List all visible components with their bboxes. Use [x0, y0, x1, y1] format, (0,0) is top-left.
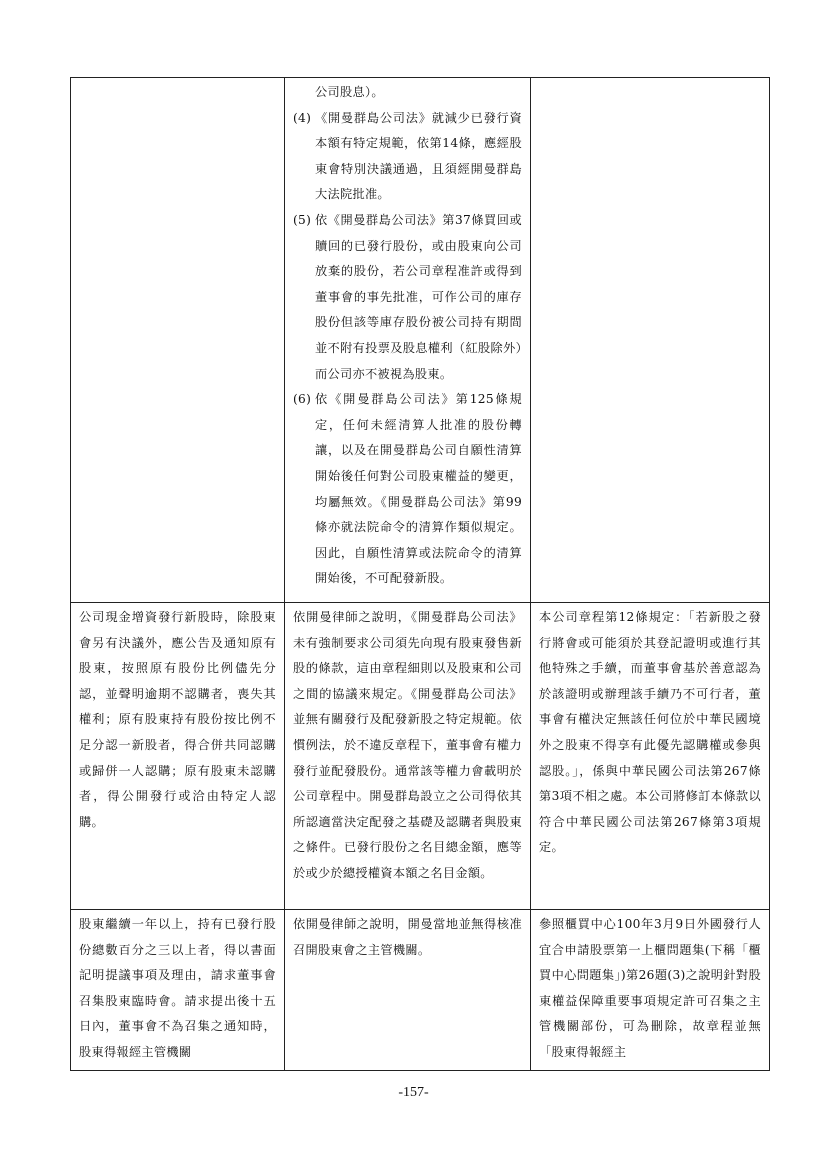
row1-col2-cell	[285, 78, 531, 603]
comparison-table	[70, 77, 770, 1071]
row3-col2-text: 依開曼律師之說明，開曼當地並無得核准召開股東會之主管機關。	[293, 917, 522, 957]
row1-col2-lead: 公司股息）。	[315, 85, 384, 99]
item-number: (4)	[293, 110, 312, 125]
row2-col3-cell	[531, 603, 770, 910]
list-item	[293, 106, 522, 208]
row2-col2-cell	[285, 603, 531, 910]
row3-col3-cell	[531, 910, 770, 1071]
table-row	[71, 603, 770, 910]
table-row	[71, 910, 770, 1071]
row3-col3-text: 參照櫃買中心100年3月9日外國發行人宜合申請股票第一上櫃問題集(下稱「櫃買中心問題集」)第26題(3)之說明針對股東權益保障重要事項規定許可召集之主管機關部份，可為刪除，故章程並無「股東得報經主	[539, 917, 761, 1059]
item-number: (6)	[293, 392, 312, 407]
item-text: 《開曼群島公司法》就減少已發行資本額有特定規範，依第14條，應經股東會特別決議通過，且須經開曼群島大法院批准。	[315, 110, 522, 202]
item-number: (5)	[293, 212, 312, 227]
list-item	[293, 387, 522, 592]
item-text: 依《開曼群島公司法》第125條規定，任何未經清算人批准的股份轉讓，以及在開曼群島公司自願性清算開始後任何對公司股東權益的變更，均屬無效。《開曼群島公司法》第99條亦就法院命令的清算作類似規定。因此，自願性清算或法院命令的清算開始後，不可配發新股。	[315, 392, 522, 586]
row3-col1-cell	[71, 910, 285, 1071]
row3-col1-text: 股東繼續一年以上，持有已發行股份總數百分之三以上者，得以書面記明提議事項及理由，請求董事會召集股東臨時會。請求提出後十五日內，董事會不為召集之通知時，股東得報經主管機關	[79, 917, 276, 1059]
item-text: 依《開曼群島公司法》第37條買回或贖回的已發行股份，或由股東向公司放棄的股份，若公司章程准許或得到董事會的事先批准，可作公司的庫存股份但該等庫存股份被公司持有期間並不附有投票及股息權利（紅股除外）而公司亦不被視為股東。	[315, 212, 522, 381]
row2-col2-text: 依開曼律師之說明，《開曼群島公司法》未有強制要求公司須先向現有股東發售新股的條款，這由章程細則以及股東和公司之間的協議來規定。《開曼群島公司法》並無有關發行及配發新股之特定規範。依慣例法，於不違反章程下，董事會有權力發行並配發股份。通常該等權力會載明於公司章程中。開曼群島設立之公司得依其所認適當決定配發之基礎及認購者與股東之條件。已發行股份之名目總金額，應等於或少於總授權資本額之名目金額。	[293, 610, 522, 880]
list-item	[293, 208, 522, 387]
page-number: -157-	[398, 1085, 429, 1100]
row1-col3-cell	[531, 78, 770, 603]
row2-col1-cell	[71, 603, 285, 910]
row3-col2-cell	[285, 910, 531, 1071]
row2-col1-text: 公司現金增資發行新股時，除股東會另有決議外，應公告及通知原有股東，按照原有股份比例儘先分認，並聲明逾期不認購者，喪失其權利；原有股東持有股份按比例不足分認一新股者，得合併共同認購或歸併一人認購；原有股東未認購者，得公開發行或洽由特定人認購。	[79, 610, 276, 829]
table-row	[71, 78, 770, 603]
row2-col3-text: 本公司章程第12條規定：「若新股之發行將會或可能須於其登記證明或進行其他特殊之手續，而董事會基於善意認為於該證明或辦理該手續乃不可行者，董事會有權決定無該任何位於中華民國境外之股東不得享有此優先認購權或參與認股。」，係與中華民國公司法第267條第3項不相之處。本公司將修訂本條款以符合中華民國公司法第267條第3項規定。	[539, 610, 761, 855]
row1-col1-cell	[71, 78, 285, 603]
